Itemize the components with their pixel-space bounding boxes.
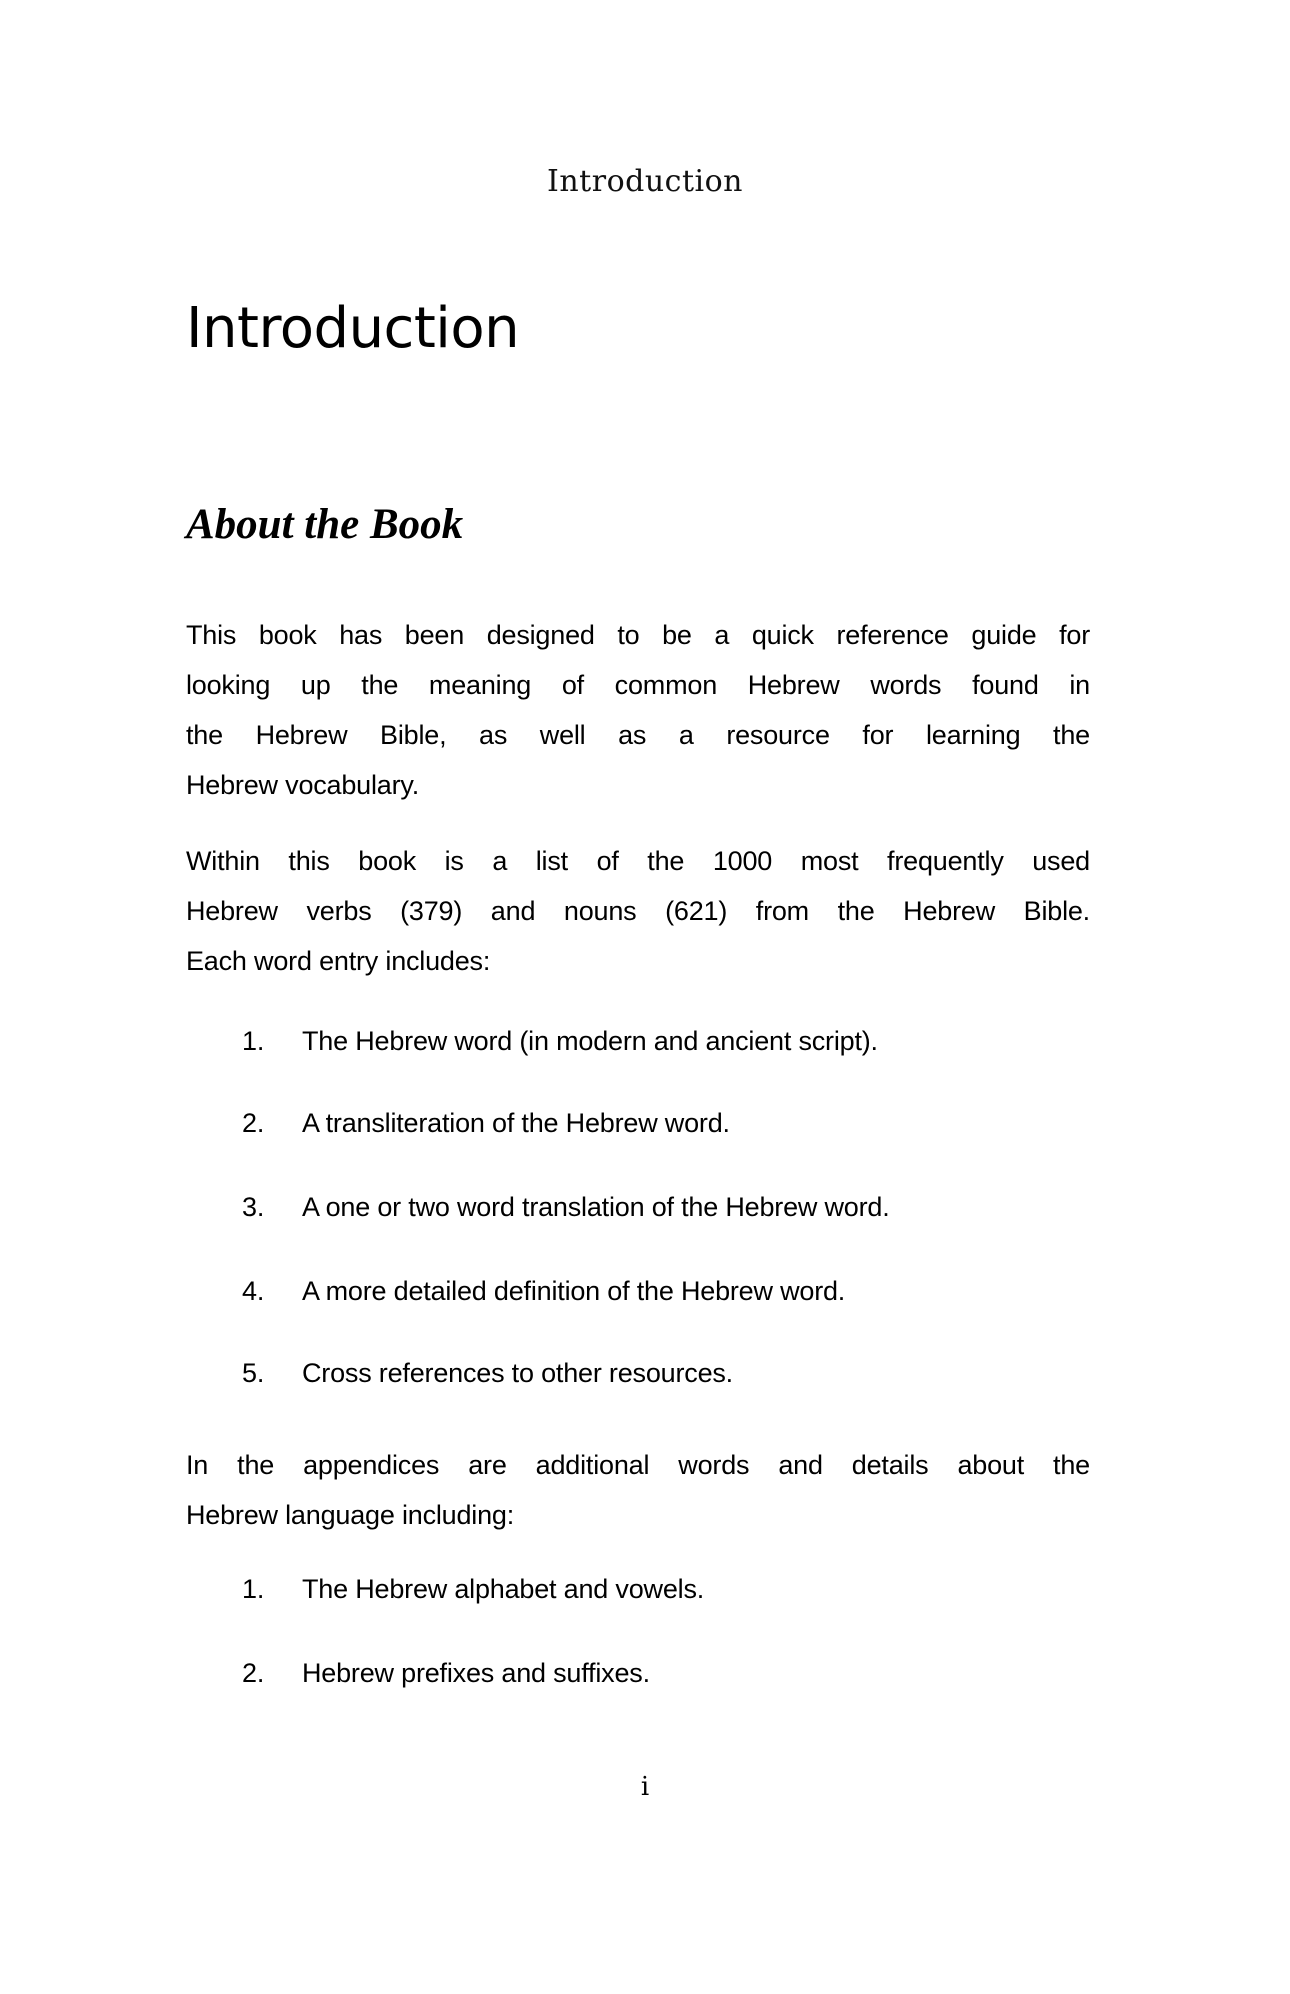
paragraph-intro — [186, 610, 1090, 810]
chapter-title: Introduction — [186, 296, 520, 361]
paragraph-line: Each word entry includes: — [186, 946, 491, 976]
entry-list-item — [242, 1026, 878, 1057]
paragraph-word-list — [186, 836, 1090, 986]
list-number: 4. — [242, 1276, 265, 1306]
list-number: 2. — [242, 1658, 265, 1688]
list-text: Hebrew prefixes and suffixes. — [302, 1658, 650, 1688]
list-number: 1. — [242, 1026, 265, 1056]
list-number: 1. — [242, 1574, 265, 1604]
entry-list-item — [242, 1192, 890, 1223]
list-text: A one or two word translation of the Hebrew word. — [302, 1192, 890, 1222]
list-text: A more detailed definition of the Hebrew word. — [302, 1276, 846, 1306]
paragraph-line: the Hebrew Bible, as well as a resource for learning the — [186, 720, 1090, 750]
paragraph-line: This book has been designed to be a quick reference guide for — [186, 620, 1090, 650]
paragraph-line: looking up the meaning of common Hebrew words found in — [186, 670, 1090, 700]
appendix-list-item — [242, 1574, 704, 1605]
entry-list-item — [242, 1276, 845, 1307]
page-number: i — [640, 1772, 650, 1802]
section-title: About the Book — [186, 501, 464, 548]
entry-list-item — [242, 1108, 730, 1139]
paragraph-line: Hebrew verbs (379) and nouns (621) from the Hebrew Bible. — [186, 896, 1090, 926]
appendix-list-item — [242, 1658, 650, 1689]
list-text: Cross references to other resources. — [302, 1358, 733, 1388]
list-number: 5. — [242, 1358, 265, 1388]
paragraph-line: In the appendices are additional words and details about the — [186, 1450, 1090, 1480]
paragraph-line: Hebrew language including: — [186, 1500, 515, 1530]
paragraph-line: Hebrew vocabulary. — [186, 770, 420, 800]
list-text: A transliteration of the Hebrew word. — [302, 1108, 730, 1138]
list-text: The Hebrew word (in modern and ancient script). — [302, 1026, 878, 1056]
list-text: The Hebrew alphabet and vowels. — [302, 1574, 705, 1604]
list-number: 3. — [242, 1192, 265, 1222]
list-number: 2. — [242, 1108, 265, 1138]
entry-list-item — [242, 1358, 733, 1389]
paragraph-appendices — [186, 1440, 1090, 1540]
paragraph-line: Within this book is a list of the 1000 most frequently used — [186, 846, 1090, 876]
running-header: Introduction — [547, 164, 743, 199]
